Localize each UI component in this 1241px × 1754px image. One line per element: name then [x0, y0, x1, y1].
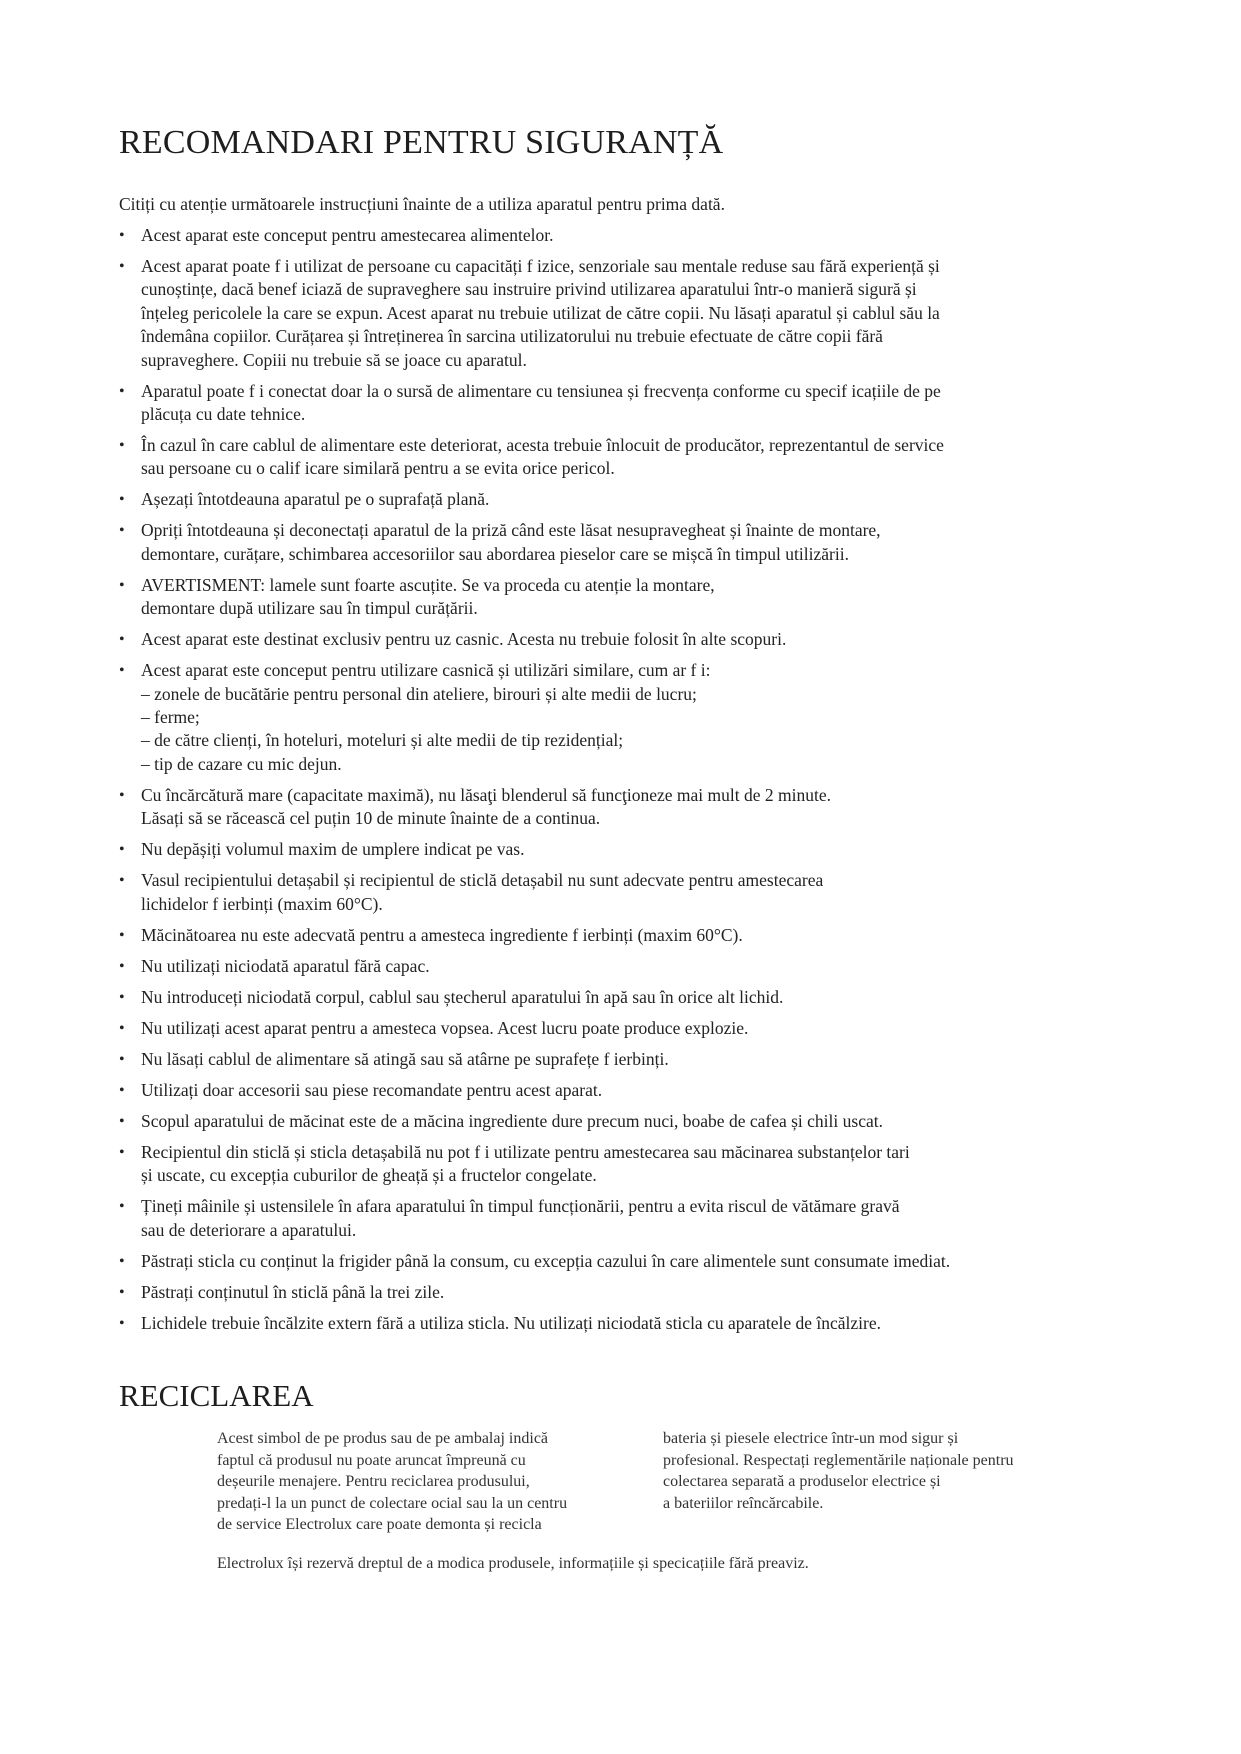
safety-rule-line: sau persoane cu o calif icare similară pentru a se evita orice pericol.: [141, 458, 615, 479]
recycling-title: RECICLAREA: [119, 1378, 314, 1413]
safety-rule-line: plăcuța cu date tehnice.: [141, 404, 306, 425]
safety-rule-line: – ferme;: [141, 707, 200, 728]
safety-rule-line: demontare după utilizare sau în timpul curățării.: [141, 598, 478, 619]
safety-rule-line: • Scopul aparatului de măcinat este de a măcina ingrediente dure precum nuci, boabe de cafea și chili uscat.: [141, 1110, 883, 1131]
safety-rule-line: demontare, curățare, schimbarea accesoriilor sau abordarea pieselor care se mișcă în timpul utilizării.: [141, 543, 849, 564]
safety-rule-item: [119, 519, 1059, 566]
safety-rule-item: [119, 838, 1059, 861]
safety-rule-line: • Nu utilizați niciodată aparatul fără capac.: [141, 955, 430, 976]
safety-rule-item: [119, 1048, 1059, 1071]
safety-rule-line: cunoștințe, dacă benef iciază de supraveghere sau instruire privind utilizarea aparatului într-o manieră sigură și: [141, 279, 917, 300]
safety-rule-line: sau de deteriorare a aparatului.: [141, 1219, 357, 1240]
safety-rule-item: [119, 869, 1059, 916]
safety-rule-line: înțeleg pericolele la care se expun. Acest aparat nu trebuie utilizat de către copii. Nu lăsați aparatul și cablul său la: [141, 302, 940, 323]
safety-rule-item: [119, 1017, 1059, 1040]
safety-rule-line: • Nu introduceți niciodată corpul, cablul sau ștecherul aparatului în apă sau în orice alt lichid.: [141, 986, 784, 1007]
safety-rule-line: • Recipientul din sticlă și sticla detașabilă nu pot f i utilizate pentru amestecarea sau măcinarea substanțelor tari: [141, 1141, 910, 1162]
safety-rule-line: • Acest aparat este conceput pentru utilizare casnică și utilizări similare, cum ar f i:: [141, 660, 711, 681]
safety-rule-line: • Cu încărcătură mare (capacitate maximă), nu lăsaţi blenderul să funcţioneze mai mult de 2 minute.: [141, 784, 831, 805]
safety-rule-line: Lăsați să se răcească cel puțin 10 de minute înainte de a continua.: [141, 808, 601, 829]
recycling-line: deșeurile menajere. Pentru reciclarea produsului,: [217, 1473, 530, 1491]
safety-rule-item: [119, 1195, 1059, 1242]
safety-rule-line: lichidelor f ierbinți (maxim 60°C).: [141, 893, 383, 914]
safety-rule-item: [119, 255, 1059, 372]
safety-rule-line: • Acest aparat este conceput pentru amestecarea alimentelor.: [141, 225, 554, 245]
safety-rule-item: [119, 628, 1059, 651]
safety-rule-line: • Acest aparat poate f i utilizat de persoane cu capacități f izice, senzoriale sau mentale reduse sau fără experiență și: [141, 256, 940, 276]
safety-rule-item: [119, 434, 1059, 481]
recycling-line: colectarea separată a produselor electrice și: [663, 1473, 941, 1491]
recycling-line: predați-l la un punct de colectare ocial sau la un centru: [217, 1494, 568, 1512]
recycling-line: a bateriilor reîncărcabile.: [663, 1494, 824, 1512]
recycling-line: faptul că produsul nu poate aruncat împreună cu: [217, 1451, 526, 1469]
safety-rule-line: • Acest aparat este destinat exclusiv pentru uz casnic. Acesta nu trebuie folosit în alte scopuri.: [141, 629, 787, 650]
safety-title: RECOMANDARI PENTRU SIGURANȚĂ: [119, 124, 724, 161]
recycling-line: de service Electrolux care poate demonta și recicla: [217, 1516, 542, 1534]
safety-rules-list: [119, 224, 1059, 1343]
safety-rule-line: • Nu depășiți volumul maxim de umplere indicat pe vas.: [141, 839, 525, 860]
safety-rule-line: și uscate, cu excepția cuburilor de gheață și a fructelor congelate.: [141, 1165, 597, 1186]
safety-rule-item: [119, 1079, 1059, 1102]
safety-rule-line: • În cazul în care cablul de alimentare este deteriorat, acesta trebuie înlocuit de producător, reprezentantul de service: [141, 435, 944, 456]
safety-rule-line: • AVERTISMENT: lamele sunt foarte ascuțite. Se va proceda cu atenție la montare,: [141, 574, 715, 595]
safety-rule-item: [119, 955, 1059, 978]
safety-rule-line: • Nu lăsați cablul de alimentare să atingă sau să atârne pe suprafețe f ierbinți.: [141, 1048, 669, 1069]
recycling-line: bateria și piesele electrice într-un mod sigur și: [663, 1430, 959, 1447]
recycling-text-right: [663, 1428, 1083, 1514]
safety-intro: Citiți cu atenție următoarele instrucțiuni înainte de a utiliza aparatul pentru prima dată.: [119, 194, 725, 214]
safety-rule-line: – tip de cazare cu mic dejun.: [141, 753, 342, 774]
recycling-footer-note: Electrolux își rezervă dreptul de a modica produsele, informațiile și specicațiile fără preaviz.: [217, 1555, 809, 1572]
safety-rule-item: [119, 1250, 1059, 1273]
safety-rule-line: • Păstrați conținutul în sticlă până la trei zile.: [141, 1281, 445, 1302]
recycling-line: profesional. Respectați reglementările naționale pentru: [663, 1451, 1014, 1469]
safety-rule-line: • Țineți mâinile și ustensilele în afara aparatului în timpul funcționării, pentru a evita riscul de vătămare gravă: [141, 1196, 900, 1217]
safety-rule-item: [119, 224, 1059, 247]
safety-rule-line: • Lichidele trebuie încălzite extern fără a utiliza sticla. Nu utilizați niciodată sticla cu aparatele de încălzire.: [141, 1312, 881, 1333]
safety-rule-line: – de către clienți, în hoteluri, moteluri și alte medii de tip rezidențial;: [141, 730, 624, 751]
recycling-text-left: [217, 1428, 637, 1536]
safety-rule-line: • Aparatul poate f i conectat doar la o sursă de alimentare cu tensiunea și frecvența conforme cu specif icațiile de pe: [141, 380, 941, 401]
safety-rule-item: [119, 574, 1059, 621]
safety-rule-line: • Opriți întotdeauna și deconectați aparatul de la priză când este lăsat nesupravegheat și înainte de montare,: [141, 520, 881, 541]
safety-rule-line: • Păstrați sticla cu conținut la frigider până la consum, cu excepția cazului în care alimentele sunt consumate imediat.: [141, 1250, 951, 1271]
safety-rule-line: • Măcinătoarea nu este adecvată pentru a amesteca ingrediente f ierbinți (maxim 60°C).: [141, 924, 743, 945]
safety-rule-item: [119, 659, 1059, 776]
safety-rule-item: [119, 380, 1059, 427]
safety-rule-item: [119, 924, 1059, 947]
safety-rule-item: [119, 1281, 1059, 1304]
safety-rule-item: [119, 1110, 1059, 1133]
safety-rule-item: [119, 986, 1059, 1009]
safety-rule-item: [119, 1141, 1059, 1188]
safety-rule-line: • Utilizați doar accesorii sau piese recomandate pentru acest aparat.: [141, 1079, 603, 1100]
safety-rule-line: • Așezați întotdeauna aparatul pe o suprafață plană.: [141, 489, 490, 510]
safety-rule-line: îndemâna copiilor. Curățarea și întreținerea în sarcina utilizatorului nu trebuie efectuate de către copii fără: [141, 326, 883, 347]
safety-rule-item: [119, 1312, 1059, 1335]
safety-rule-line: • Vasul recipientului detașabil și recipientul de sticlă detașabil nu sunt adecvate pentru amestecarea: [141, 870, 824, 891]
safety-rule-line: supraveghere. Copiii nu trebuie să se joace cu aparatul.: [141, 349, 527, 370]
safety-rule-item: [119, 488, 1059, 511]
safety-rule-item: [119, 784, 1059, 831]
safety-rule-line: • Nu utilizați acest aparat pentru a amesteca vopsea. Acest lucru poate produce explozie.: [141, 1017, 749, 1038]
recycling-line: Acest simbol de pe produs sau de pe ambalaj indică: [217, 1430, 549, 1447]
safety-rule-line: – zonele de bucătărie pentru personal din ateliere, birouri și alte medii de lucru;: [141, 683, 697, 704]
